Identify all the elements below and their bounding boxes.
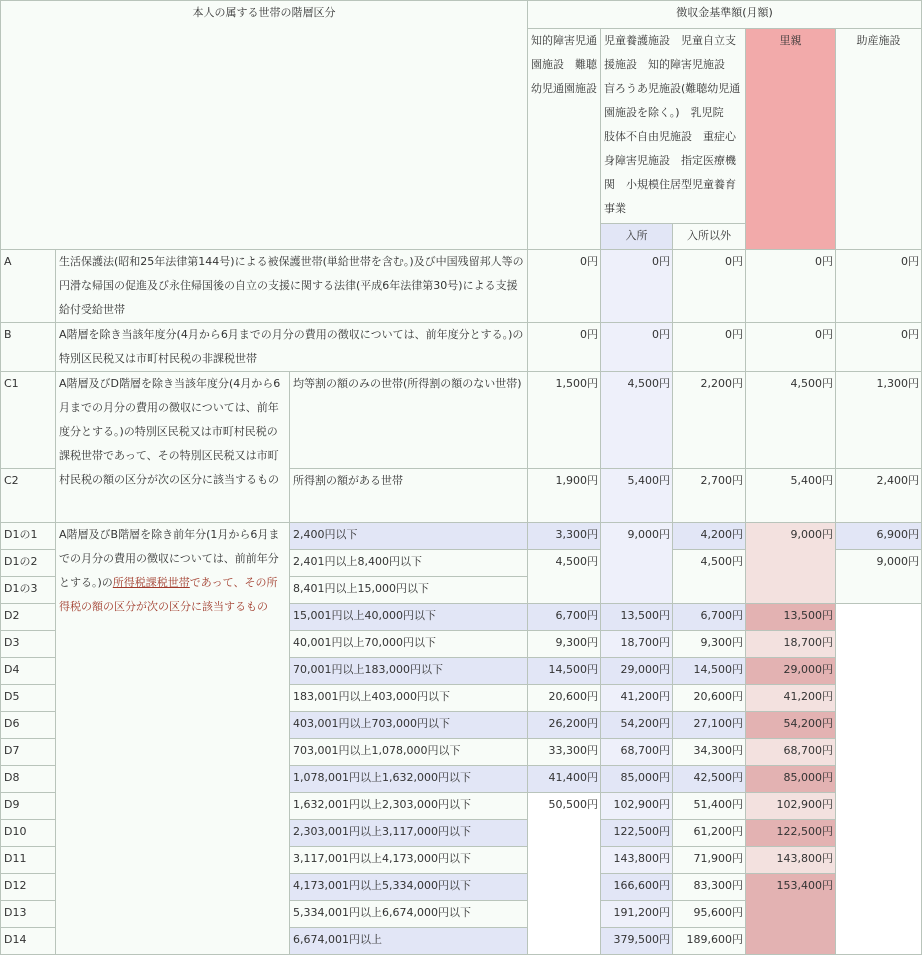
fee-nyusho: 122,500円 (601, 820, 673, 847)
fee-chiteki: 1,500円 (528, 372, 601, 469)
class-code: D2 (1, 604, 56, 631)
class-code: D13 (1, 901, 56, 928)
fee-nyusho: 9,000円 (601, 523, 673, 604)
fee-satooya: 41,200円 (746, 685, 836, 712)
table-row (1, 372, 922, 469)
income-range: 3,117,001円以上4,173,000円以下 (290, 847, 528, 874)
josan-empty (836, 604, 922, 955)
fee-nyusho: 54,200円 (601, 712, 673, 739)
fee-satooya: 54,200円 (746, 712, 836, 739)
fee-satooya: 5,400円 (746, 469, 836, 523)
fee-satooya: 0円 (746, 250, 836, 323)
fee-nyusho-igai: 51,400円 (673, 793, 746, 820)
col-satooya-header: 里親 (746, 29, 836, 250)
col-chiteki-header: 知的障害児通園施設 難聴幼児通園施設 (528, 29, 601, 250)
class-code: D1の2 (1, 550, 56, 577)
fee-title-header: 徴収金基準額(月額) (528, 1, 922, 29)
class-desc: A階層を除き当該年度分(4月から6月までの月分の費用の徴収については、前年度分とする。)の特別区民税又は市町村民税の非課税世帯 (56, 323, 528, 372)
fee-nyusho: 191,200円 (601, 901, 673, 928)
class-desc: 生活保護法(昭和25年法律第144号)による被保護世帯(単給世帯を含む。)及び中国残留邦人等の円滑な帰国の促進及び永住帰国後の自立の支援に関する法律(平成6年法律第30号)による支援給付受給世帯 (56, 250, 528, 323)
fee-satooya: 13,500円 (746, 604, 836, 631)
fee-chiteki: 3,300円 (528, 523, 601, 550)
fee-satooya: 0円 (746, 323, 836, 372)
income-range: 2,400円以下 (290, 523, 528, 550)
class-code: D12 (1, 874, 56, 901)
fee-chiteki: 4,500円 (528, 550, 601, 604)
fee-nyusho: 68,700円 (601, 739, 673, 766)
fee-nyusho: 102,900円 (601, 793, 673, 820)
income-range: 5,334,001円以上6,674,000円以下 (290, 901, 528, 928)
class-code: D10 (1, 820, 56, 847)
fee-chiteki: 14,500円 (528, 658, 601, 685)
fee-nyusho-igai: 2,700円 (673, 469, 746, 523)
fee-chiteki: 41,400円 (528, 766, 601, 793)
income-range: 15,001円以上40,000円以下 (290, 604, 528, 631)
class-code: D14 (1, 928, 56, 955)
fee-chiteki: 0円 (528, 250, 601, 323)
fee-satooya: 4,500円 (746, 372, 836, 469)
fee-nyusho: 85,000円 (601, 766, 673, 793)
fee-satooya: 102,900円 (746, 793, 836, 820)
fee-chiteki: 6,700円 (528, 604, 601, 631)
fee-nyusho-igai: 34,300円 (673, 739, 746, 766)
class-code: C2 (1, 469, 56, 523)
fee-nyusho-igai: 4,200円 (673, 523, 746, 550)
class-code: D8 (1, 766, 56, 793)
fee-josan: 9,000円 (836, 550, 922, 604)
fee-nyusho-igai: 0円 (673, 250, 746, 323)
fee-chiteki: 1,900円 (528, 469, 601, 523)
c-class-desc: A階層及びD階層を除き当該年度分(4月から6月までの月分の費用の徴収については、前年度分とする。)の特別区民税又は市町村民税の課税世帯であって、その特別区民税又は市町村民税の額の区分が次の区分に該当するもの (56, 372, 290, 523)
class-title-header: 本人の属する世帯の階層区分 (1, 1, 528, 250)
col-jidou-header: 児童養護施設 児童自立支援施設 知的障害児施設 盲ろうあ児施設(難聴幼児通園施設を除く。) 乳児院 肢体不自由児施設 重症心身障害児施設 指定医療機関 小規模住居型児童養育事業 (601, 29, 746, 224)
fee-nyusho: 41,200円 (601, 685, 673, 712)
d-desc-link[interactable]: 所得税課税世帯 (112, 576, 190, 589)
table-row (1, 523, 922, 550)
fee-nyusho: 5,400円 (601, 469, 673, 523)
class-code: D9 (1, 793, 56, 820)
fee-nyusho-igai: 0円 (673, 323, 746, 372)
class-code: D5 (1, 685, 56, 712)
income-range: 703,001円以上1,078,000円以下 (290, 739, 528, 766)
fee-satooya: 153,400円 (746, 874, 836, 955)
fee-nyusho: 143,800円 (601, 847, 673, 874)
fee-nyusho-igai: 189,600円 (673, 928, 746, 955)
fee-nyusho: 379,500円 (601, 928, 673, 955)
fee-satooya: 68,700円 (746, 739, 836, 766)
fee-josan: 6,900円 (836, 523, 922, 550)
class-condition: 均等割の額のみの世帯(所得割の額のない世帯) (290, 372, 528, 469)
d-class-desc (56, 523, 290, 955)
fee-nyusho-igai: 83,300円 (673, 874, 746, 901)
d-desc-post: であって、その所得税の額の区分が次の区分に該当するもの (59, 576, 278, 613)
fee-nyusho: 0円 (601, 250, 673, 323)
fee-satooya: 143,800円 (746, 847, 836, 874)
table-row (1, 250, 922, 323)
fee-satooya: 122,500円 (746, 820, 836, 847)
fee-nyusho: 18,700円 (601, 631, 673, 658)
class-code: D1の3 (1, 577, 56, 604)
fee-nyusho-igai: 20,600円 (673, 685, 746, 712)
fee-chiteki: 9,300円 (528, 631, 601, 658)
fee-satooya: 29,000円 (746, 658, 836, 685)
class-code: D3 (1, 631, 56, 658)
fee-satooya: 9,000円 (746, 523, 836, 604)
fee-nyusho-igai: 71,900円 (673, 847, 746, 874)
income-range: 2,401円以上8,400円以下 (290, 550, 528, 577)
income-range: 2,303,001円以上3,117,000円以下 (290, 820, 528, 847)
fee-nyusho: 0円 (601, 323, 673, 372)
class-condition: 所得割の額がある世帯 (290, 469, 528, 523)
fee-nyusho: 29,000円 (601, 658, 673, 685)
fee-nyusho-igai: 2,200円 (673, 372, 746, 469)
fee-chiteki: 50,500円 (528, 793, 601, 955)
fee-nyusho: 4,500円 (601, 372, 673, 469)
fee-josan: 1,300円 (836, 372, 922, 469)
income-range: 6,674,001円以上 (290, 928, 528, 955)
fee-nyusho-igai: 9,300円 (673, 631, 746, 658)
fee-josan: 0円 (836, 323, 922, 372)
income-range: 403,001円以上703,000円以下 (290, 712, 528, 739)
fee-chiteki: 33,300円 (528, 739, 601, 766)
fee-nyusho-igai: 14,500円 (673, 658, 746, 685)
fee-nyusho: 13,500円 (601, 604, 673, 631)
sub-nyusho-igai-header: 入所以外 (673, 224, 746, 250)
fee-nyusho-igai: 61,200円 (673, 820, 746, 847)
fee-chiteki: 0円 (528, 323, 601, 372)
sub-nyusho-header: 入所 (601, 224, 673, 250)
fee-nyusho-igai: 95,600円 (673, 901, 746, 928)
income-range: 1,078,001円以上1,632,000円以下 (290, 766, 528, 793)
fee-nyusho-igai: 6,700円 (673, 604, 746, 631)
col-josan-header: 助産施設 (836, 29, 922, 250)
fee-nyusho: 166,600円 (601, 874, 673, 901)
fee-chiteki: 26,200円 (528, 712, 601, 739)
fee-nyusho-igai: 4,500円 (673, 550, 746, 604)
class-code: D6 (1, 712, 56, 739)
d-desc-pre: A階層及びB階層を除き前年分(1月から6月までの月分の費用の徴収については、前前年分とする。)の (59, 528, 280, 589)
class-code: B (1, 323, 56, 372)
class-code: D11 (1, 847, 56, 874)
fee-chiteki: 20,600円 (528, 685, 601, 712)
table-row (1, 323, 922, 372)
class-code: C1 (1, 372, 56, 469)
income-range: 70,001円以上183,000円以下 (290, 658, 528, 685)
class-code: D7 (1, 739, 56, 766)
class-code: A (1, 250, 56, 323)
fee-nyusho-igai: 27,100円 (673, 712, 746, 739)
income-range: 40,001円以上70,000円以下 (290, 631, 528, 658)
fee-satooya: 85,000円 (746, 766, 836, 793)
class-code: D4 (1, 658, 56, 685)
income-range: 4,173,001円以上5,334,000円以下 (290, 874, 528, 901)
fee-josan: 2,400円 (836, 469, 922, 523)
fee-satooya: 18,700円 (746, 631, 836, 658)
class-code: D1の1 (1, 523, 56, 550)
income-range: 1,632,001円以上2,303,000円以下 (290, 793, 528, 820)
fee-nyusho-igai: 42,500円 (673, 766, 746, 793)
income-range: 183,001円以上403,000円以下 (290, 685, 528, 712)
income-range: 8,401円以上15,000円以下 (290, 577, 528, 604)
fee-josan: 0円 (836, 250, 922, 323)
